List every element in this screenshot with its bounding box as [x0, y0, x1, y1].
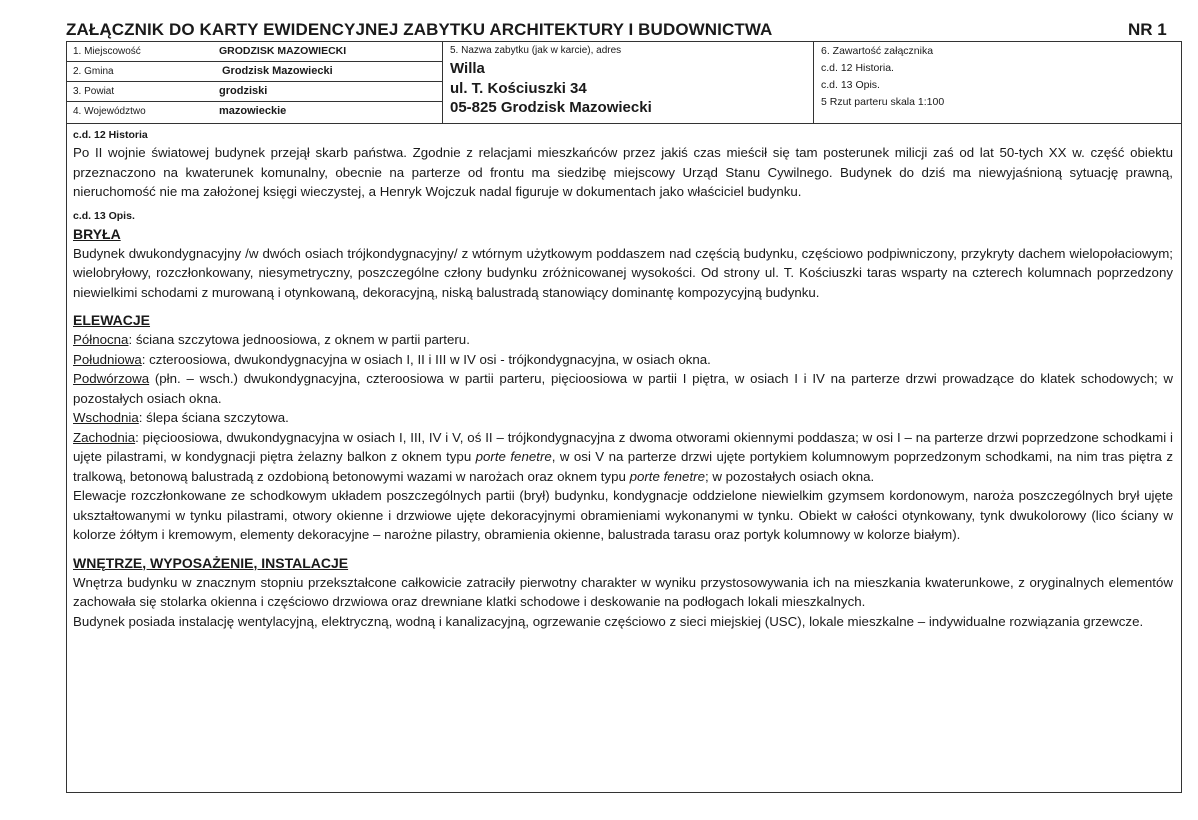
- bryla-text: Budynek dwukondygnacyjny /w dwóch osiach trójkondygnacyjny/ z wtórnym użytkowym poddaszem nad częścią budynku, częściowo podpiwniczony, przykryty dachem wielopołaciowym; wielobryłowy, rozczłonkowany, niesymetryczny, poszczególne człony budynku zróżnicowanej wysokości. Od strony ul. T. Kościuszki taras wsparty na czterech kolumnach poprzedzony niewielkimi schodami z murowaną i otynkowaną, dekoracyjną, niską balustradą stanowiący dominantę kompozycyjną budynku.: [73, 245, 1173, 300]
- porte-fenetre-term: porte fenetre: [629, 468, 705, 484]
- document-title: ZAŁĄCZNIK DO KARTY EWIDENCYJNEJ ZABYTKU ARCHITEKTURY I BUDOWNICTWA: [66, 20, 773, 39]
- facade-text: (płn. – wsch.) dwukondygnacyjna, czteroosiowa w partii parteru, pięcioosiowa w partii I piętra, w osiach I i IV na parterze drzwi prowadzące do klatek schodowych; w pozostałych osiach okna.: [73, 371, 1173, 406]
- field-value: mazowieckie: [219, 105, 287, 117]
- attachment-number: NR 1: [1128, 20, 1167, 39]
- facade-label: Wschodnia: [73, 410, 139, 425]
- facade-text: : ślepa ściana szczytowa.: [138, 410, 289, 425]
- facade-south: [73, 350, 1173, 370]
- facade-text: : czteroosiowa, dwukondygnacyjna w osiach I, II i III w IV osi - trójkondygnacyjna, w osiach okna.: [141, 351, 711, 367]
- monument-name: Willa: [450, 60, 485, 77]
- header-table: [67, 42, 1181, 124]
- facade-text: , w osi V na parterze drzwi ujęte portykiem kolumnowym poprzedzonym schodkami, na nim tras piętra z tralkową, betonową balustradą z ozdobioną betonowymi wazami w narożach oraz oknem typu: [73, 449, 1173, 484]
- facade-east: [73, 408, 1173, 428]
- field-row-voivodeship: [67, 102, 442, 123]
- facade-label: Podwórzowa: [73, 371, 150, 386]
- attachment-frame: [66, 41, 1182, 793]
- contents-label: 6. Zawartość załącznika: [821, 45, 934, 57]
- field-label: 2. Gmina: [73, 66, 114, 77]
- monument-column: [443, 42, 814, 123]
- facade-text: : ściana szczytowa jednoosiowa, z oknem w partii parteru.: [128, 332, 470, 347]
- contents-column: [814, 42, 1183, 123]
- history-text: Po II wojnie światowej budynek przejął skarb państwa. Zgodnie z relacjami mieszkańców przez jakiś czas mieścił się tam posterunek milicji zaś od lat 50-tych XX w. część obiektu przeznaczono na kwaterunek komunalny, obecnie na parterze od frontu ma siedzibę miejscowy Urząd Stanu Cywilnego. Budynek do dziś ma niewyjaśnioną sytuację prawną, nieruchomość nie ma założonej księgi wieczystej, a Henryk Wojczuk nadal figuruje w dokumentach jako właściciel budynku.: [73, 145, 1173, 199]
- facade-west: [73, 428, 1173, 487]
- contents-item: c.d. 13 Opis.: [821, 79, 880, 91]
- section-title-bryla: BRYŁA: [73, 225, 121, 242]
- field-value: grodziski: [219, 85, 268, 97]
- field-value: GRODZISK MAZOWIECKI: [219, 45, 347, 57]
- contents-item: 5 Rzut parteru skala 1:100: [821, 96, 945, 108]
- monument-city: 05-825 Grodzisk Mazowiecki: [450, 99, 652, 116]
- section-title-wnetrze: WNĘTRZE, WYPOSAŻENIE, INSTALACJE: [73, 554, 349, 571]
- field-row-county: [67, 82, 442, 102]
- field-label: 4. Województwo: [73, 106, 146, 117]
- monument-street: ul. T. Kościuszki 34: [450, 80, 587, 97]
- history-heading: c.d. 12 Historia: [73, 129, 148, 141]
- installations-text: Budynek posiada instalację wentylacyjną, elektryczną, wodną i kanalizacyjną, ogrzewanie częściowo z sieci miejskiej (USC), lokale mieszkalne – indywidualne rozwiązania grzewcze.: [73, 613, 1144, 629]
- facade-label: Zachodnia: [73, 429, 136, 445]
- facade-courtyard: [73, 369, 1173, 408]
- monument-label: 5. Nazwa zabytku (jak w karcie), adres: [450, 45, 622, 56]
- field-row-commune: [67, 62, 442, 82]
- location-column: [67, 42, 443, 123]
- facades-general-text: Elewacje rozczłonkowane ze schodkowym układem poszczególnych partii (brył) budynku, kondygnacje oddzielone niewielkim gzymsem kordonowym, naroża poszczególnych brył ujęte ukształtowanymi w tynku pilastrami, otwory okienne i drzwiowe ujęte dekoracyjnymi obramieniami wykonanymi w tynku. Obiekt w całości otynkowany, tynk dwukolorowy (lico ściany w kolorze żółtym i kremowym, elementy dekoracyjne – narożne pilastry, obramienia okienne, balustrada tarasu oraz portyk kolumnowy w kolorze białym).: [73, 488, 1173, 542]
- field-row-locality: [67, 42, 442, 62]
- document-body: [73, 127, 1173, 631]
- facade-label: Północna: [73, 332, 129, 347]
- facade-north: [73, 330, 1173, 350]
- field-label: 1. Miejscowość: [73, 46, 141, 57]
- facade-label: Południowa: [73, 351, 142, 367]
- section-title-elewacje: ELEWACJE: [73, 312, 151, 328]
- contents-item: c.d. 12 Historia.: [821, 62, 894, 74]
- description-heading: c.d. 13 Opis.: [73, 209, 135, 222]
- facade-text: : pięcioosiowa, dwukondygnacyjna w osiach I, III, IV i V, oś II – trójkondygnacyjna z dwoma otworami okiennymi poddasza; w osi I – na parterze drzwi poprzedzone schodkami i ujęte pilastrami, w kondygnacji piętra żelazny balkon z oknem typu: [73, 429, 1173, 464]
- interior-text: Wnętrza budynku w znacznym stopniu przekształcone całkowicie zatraciły pierwotny charakter w wyniku przystosowywania ich na mieszkania kwaterunkowe, z oryginalnych elementów zachowała się stolarka okienna i częściowo drzwiowa oraz drewniane klatki schodowe i deskowanie na podłogach lokali mieszkalnych.: [73, 574, 1173, 609]
- field-value: Grodzisk Mazowiecki: [222, 65, 333, 77]
- porte-fenetre-term: porte fenetre: [475, 449, 552, 464]
- facade-text: ; w pozostałych osiach okna.: [704, 468, 875, 484]
- field-label: 3. Powiat: [73, 86, 115, 97]
